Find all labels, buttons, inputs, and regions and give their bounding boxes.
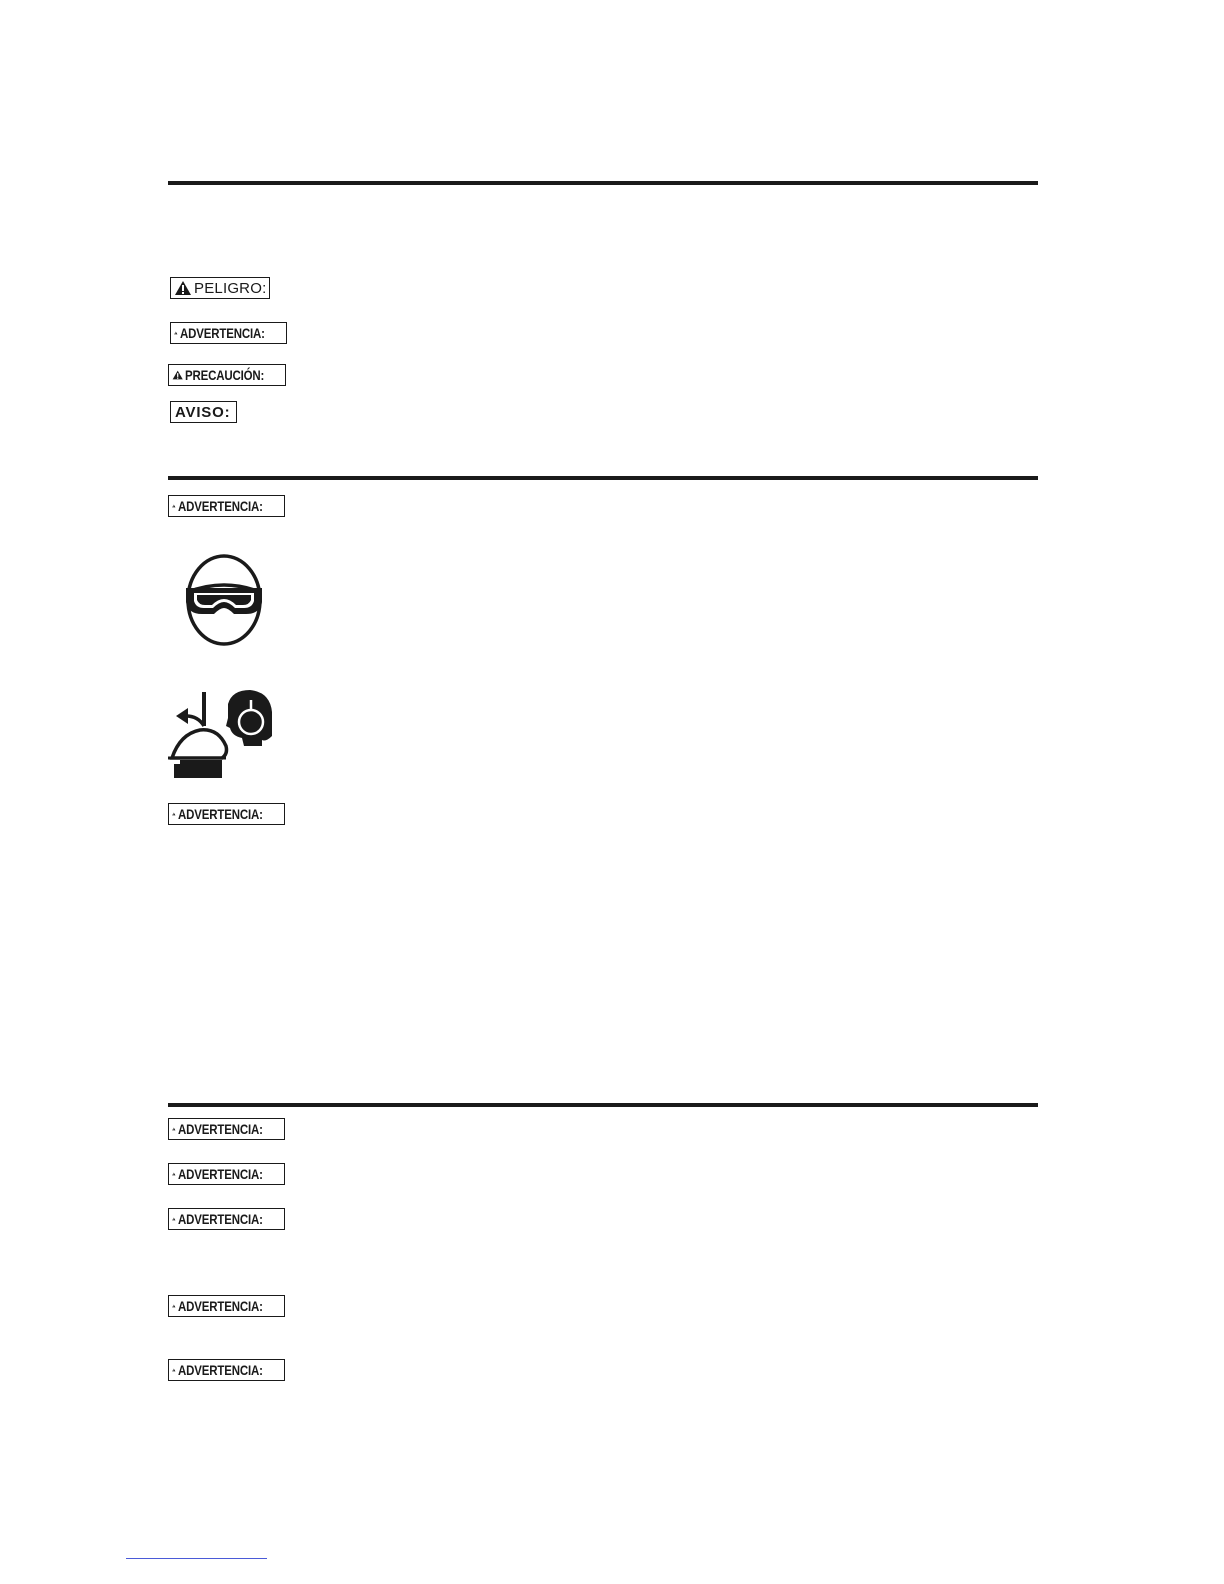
advertencia-label: ADVERTENCIA: bbox=[177, 806, 263, 822]
advertencia-label: ADVERTENCIA: bbox=[177, 1298, 263, 1314]
precaucion-badge bbox=[168, 364, 286, 386]
advertencia-label: ADVERTENCIA: bbox=[177, 1362, 263, 1378]
advertencia-badge bbox=[168, 495, 285, 517]
advertencia-badge bbox=[170, 322, 287, 344]
advertencia-badge bbox=[168, 1295, 285, 1317]
advertencia-label: ADVERTENCIA: bbox=[179, 325, 265, 341]
warning-triangle-icon bbox=[172, 367, 183, 383]
advertencia-badge bbox=[168, 1359, 285, 1381]
warning-triangle-icon bbox=[172, 1166, 176, 1182]
advertencia-badge bbox=[168, 1208, 285, 1230]
hearing-protection-icon bbox=[166, 690, 276, 780]
aviso-badge bbox=[170, 401, 237, 423]
warning-triangle-icon bbox=[172, 1298, 176, 1314]
precaucion-label: PRECAUCIÓN: bbox=[185, 367, 265, 383]
advertencia-badge bbox=[168, 1118, 285, 1140]
section-divider-middle bbox=[168, 476, 1038, 480]
section-divider-bottom bbox=[168, 1103, 1038, 1107]
warning-triangle-icon bbox=[172, 1211, 176, 1227]
advertencia-label: ADVERTENCIA: bbox=[177, 1166, 263, 1182]
advertencia-label: ADVERTENCIA: bbox=[177, 498, 263, 514]
warning-triangle-icon bbox=[172, 806, 176, 822]
advertencia-label: ADVERTENCIA: bbox=[177, 1121, 263, 1137]
footer-link-underline[interactable] bbox=[126, 1558, 267, 1559]
section-divider-top bbox=[168, 181, 1038, 185]
warning-triangle-icon bbox=[172, 498, 176, 514]
peligro-label: PELIGRO: bbox=[194, 279, 267, 297]
advertencia-badge bbox=[168, 1163, 285, 1185]
advertencia-label: ADVERTENCIA: bbox=[177, 1211, 263, 1227]
warning-triangle-icon bbox=[172, 1121, 176, 1137]
peligro-badge bbox=[170, 277, 270, 299]
safety-goggles-icon bbox=[182, 548, 266, 648]
warning-triangle-icon bbox=[174, 280, 192, 296]
warning-triangle-icon bbox=[174, 325, 178, 341]
aviso-label: AVISO: bbox=[175, 403, 231, 421]
advertencia-badge bbox=[168, 803, 285, 825]
warning-triangle-icon bbox=[172, 1362, 176, 1378]
